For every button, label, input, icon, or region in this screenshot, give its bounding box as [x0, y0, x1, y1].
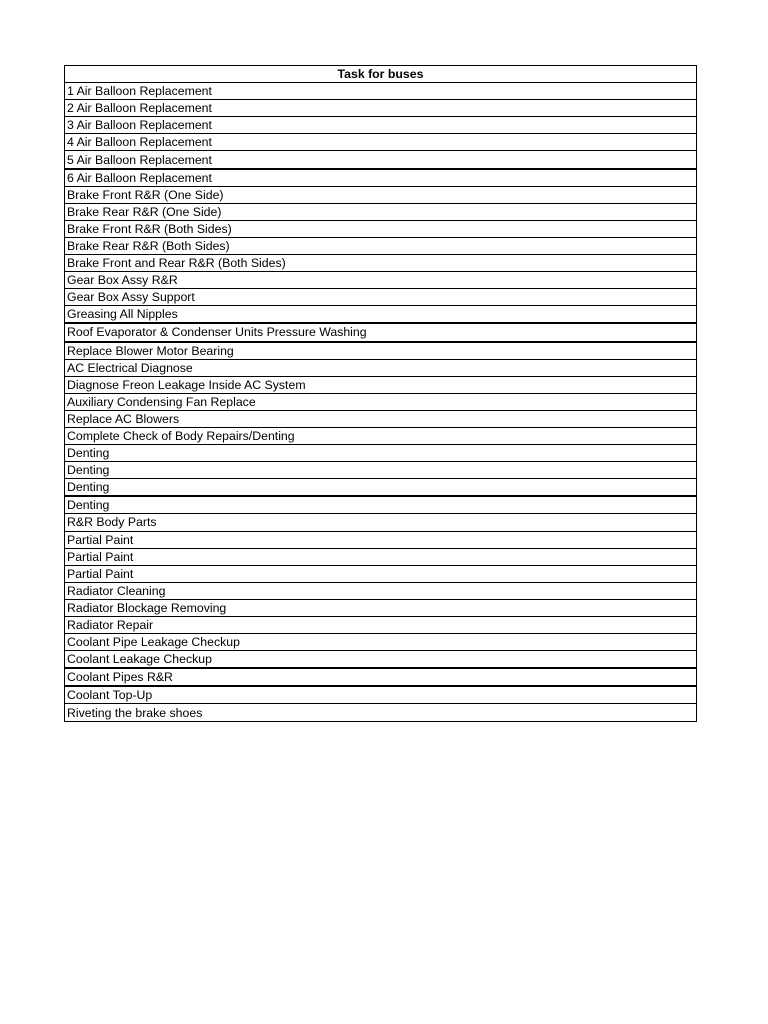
- table-row: [65, 514, 697, 531]
- table-row: [65, 634, 697, 651]
- task-cell: Auxiliary Condensing Fan Replace: [65, 393, 697, 410]
- table-row: [65, 237, 697, 254]
- task-cell: Replace AC Blowers: [65, 410, 697, 427]
- table-row: [65, 220, 697, 237]
- table-row: [65, 83, 697, 100]
- task-cell: Greasing All Nipples: [65, 306, 697, 324]
- table-row: [65, 531, 697, 548]
- table-row: [65, 704, 697, 721]
- task-cell: 6 Air Balloon Replacement: [65, 169, 697, 187]
- task-cell: Partial Paint: [65, 548, 697, 565]
- table-row: [65, 599, 697, 616]
- table-row: [65, 376, 697, 393]
- table-header-row: [65, 66, 697, 83]
- table-row: [65, 134, 697, 151]
- task-cell: Coolant Leakage Checkup: [65, 651, 697, 669]
- task-cell: 2 Air Balloon Replacement: [65, 100, 697, 117]
- table-row: [65, 410, 697, 427]
- task-cell: Denting: [65, 496, 697, 514]
- table-row: [65, 342, 697, 360]
- table-row: [65, 289, 697, 306]
- table-row: [65, 445, 697, 462]
- task-cell: Radiator Cleaning: [65, 582, 697, 599]
- task-cell: Gear Box Assy R&R: [65, 272, 697, 289]
- table-row: [65, 272, 697, 289]
- task-cell: Gear Box Assy Support: [65, 289, 697, 306]
- table-row: [65, 427, 697, 444]
- task-cell: 3 Air Balloon Replacement: [65, 117, 697, 134]
- task-cell: Complete Check of Body Repairs/Denting: [65, 427, 697, 444]
- table-row: [65, 306, 697, 324]
- task-cell: AC Electrical Diagnose: [65, 359, 697, 376]
- table-body: [65, 83, 697, 721]
- task-cell: 5 Air Balloon Replacement: [65, 151, 697, 169]
- task-cell: Brake Front and Rear R&R (Both Sides): [65, 255, 697, 272]
- task-cell: Coolant Top-Up: [65, 686, 697, 704]
- table-row: [65, 117, 697, 134]
- task-cell: Replace Blower Motor Bearing: [65, 342, 697, 360]
- table-row: [65, 186, 697, 203]
- table-row: [65, 462, 697, 479]
- task-cell: Brake Front R&R (One Side): [65, 186, 697, 203]
- task-cell: Brake Rear R&R (Both Sides): [65, 237, 697, 254]
- task-cell: 4 Air Balloon Replacement: [65, 134, 697, 151]
- task-cell: Riveting the brake shoes: [65, 704, 697, 721]
- task-cell: 1 Air Balloon Replacement: [65, 83, 697, 100]
- task-cell: Radiator Repair: [65, 617, 697, 634]
- table-row: [65, 582, 697, 599]
- task-cell: Denting: [65, 479, 697, 497]
- task-cell: Partial Paint: [65, 565, 697, 582]
- task-table: [64, 65, 697, 722]
- table-row: [65, 359, 697, 376]
- task-cell: Coolant Pipes R&R: [65, 668, 697, 686]
- task-cell: Brake Rear R&R (One Side): [65, 203, 697, 220]
- task-cell: Brake Front R&R (Both Sides): [65, 220, 697, 237]
- table-row: [65, 496, 697, 514]
- table-row: [65, 617, 697, 634]
- task-cell: Partial Paint: [65, 531, 697, 548]
- task-cell: R&R Body Parts: [65, 514, 697, 531]
- table-row: [65, 255, 697, 272]
- table-row: [65, 668, 697, 686]
- table-row: [65, 151, 697, 169]
- table-row: [65, 100, 697, 117]
- table-row: [65, 323, 697, 341]
- task-cell: Roof Evaporator & Condenser Units Pressure Washing: [65, 323, 697, 341]
- table-row: [65, 203, 697, 220]
- table-row: [65, 393, 697, 410]
- table-row: [65, 479, 697, 497]
- table-row: [65, 169, 697, 187]
- table-row: [65, 565, 697, 582]
- task-cell: Radiator Blockage Removing: [65, 599, 697, 616]
- table-header: Task for buses: [65, 66, 697, 83]
- table-row: [65, 651, 697, 669]
- task-cell: Denting: [65, 462, 697, 479]
- task-cell: Coolant Pipe Leakage Checkup: [65, 634, 697, 651]
- task-cell: Denting: [65, 445, 697, 462]
- table-row: [65, 686, 697, 704]
- table-row: [65, 548, 697, 565]
- task-cell: Diagnose Freon Leakage Inside AC System: [65, 376, 697, 393]
